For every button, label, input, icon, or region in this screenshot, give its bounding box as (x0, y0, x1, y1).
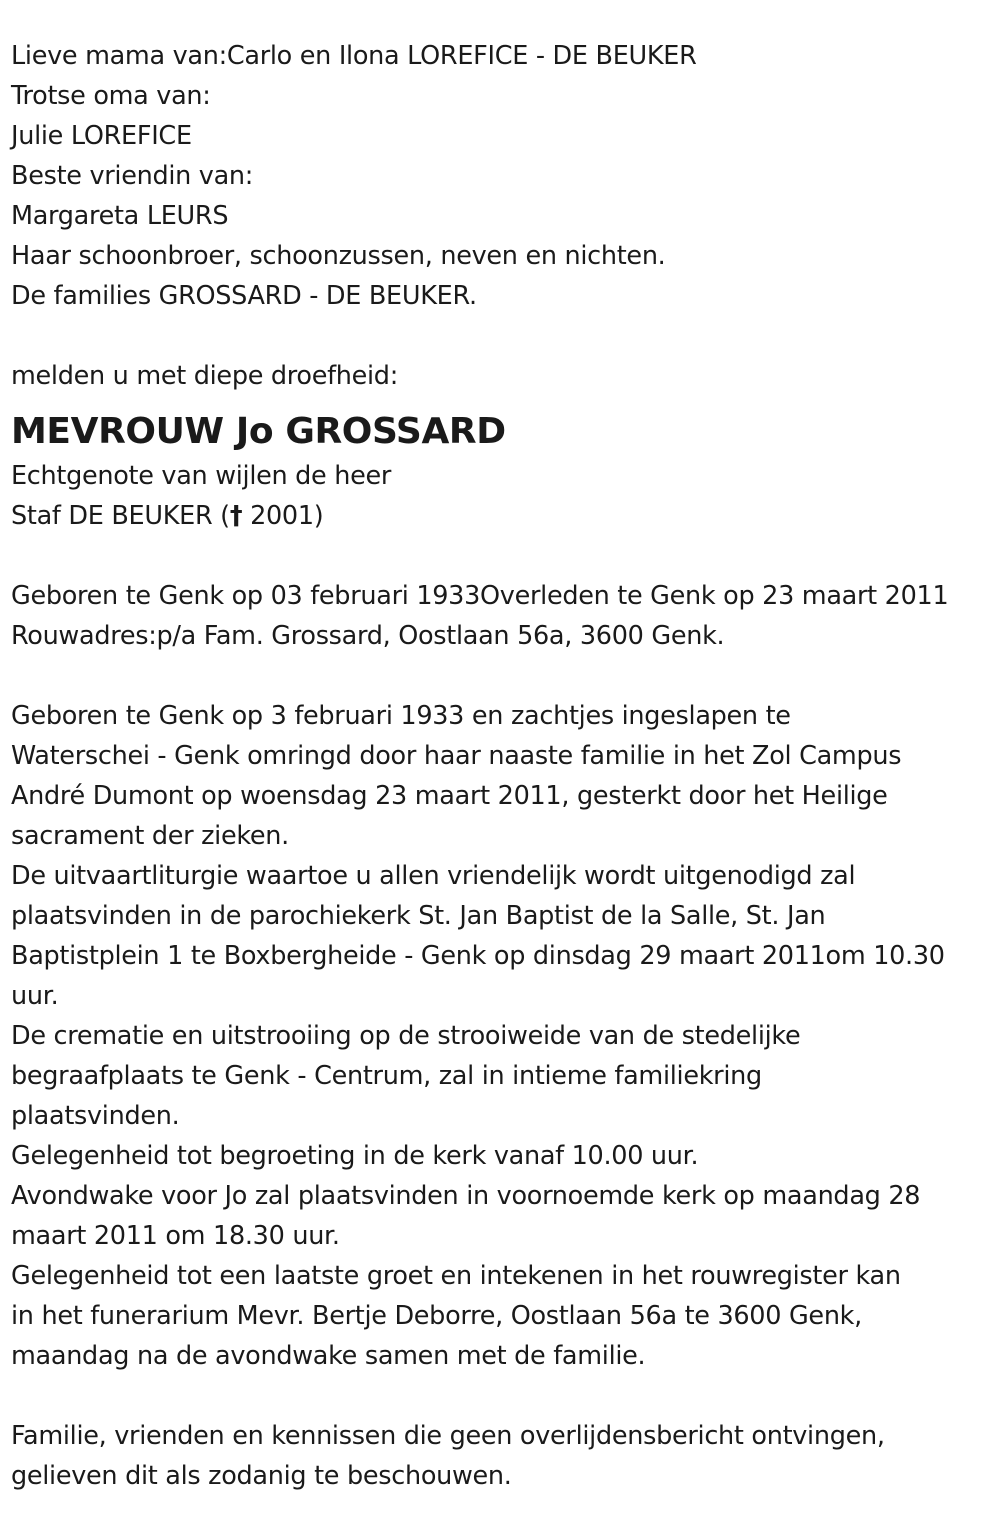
family-line: Trotse oma van: (11, 81, 211, 111)
detail-line: in het funerarium Mevr. Bertje Deborre, Oostlaan 56a te 3600 Genk, (11, 1301, 862, 1331)
detail-line: Geboren te Genk op 3 februari 1933 en zachtjes ingeslapen te (11, 701, 791, 731)
spacer (11, 1376, 996, 1416)
family-line: Haar schoonbroer, schoonzussen, neven en nichten. (11, 241, 666, 271)
closing-line: gelieven dit als zodanig te beschouwen. (11, 1461, 512, 1491)
details-section (11, 696, 996, 1376)
family-section (11, 36, 996, 316)
detail-line: Gelegenheid tot een laatste groet en intekenen in het rouwregister kan (11, 1261, 901, 1291)
spouse-name-line (11, 496, 996, 536)
dates-section (11, 576, 996, 656)
dates-line: Geboren te Genk op 03 februari 1933Overleden te Genk op 23 maart 2011 (11, 581, 949, 611)
obituary-document (11, 36, 996, 1496)
detail-line: Gelegenheid tot begroeting in de kerk vanaf 10.00 uur. (11, 1141, 699, 1171)
cross-icon: † (229, 501, 243, 531)
detail-line: De crematie en uitstrooiing op de strooiweide van de stedelijke (11, 1021, 801, 1051)
detail-line: Baptistplein 1 te Boxbergheide - Genk op dinsdag 29 maart 2011om 10.30 (11, 941, 945, 971)
family-line: Julie LOREFICE (11, 121, 192, 151)
family-line: Lieve mama van:Carlo en Ilona LOREFICE - DE BEUKER (11, 41, 697, 71)
family-line: De families GROSSARD - DE BEUKER. (11, 281, 477, 311)
detail-line: Waterschei - Genk omringd door haar naaste familie in het Zol Campus (11, 741, 902, 771)
spouse-suffix: 2001) (242, 501, 324, 531)
detail-line: maart 2011 om 18.30 uur. (11, 1221, 340, 1251)
detail-line: maandag na de avondwake samen met de familie. (11, 1341, 646, 1371)
detail-line: plaatsvinden in de parochiekerk St. Jan Baptist de la Salle, St. Jan (11, 901, 826, 931)
detail-line: uur. (11, 981, 59, 1011)
detail-line: begraafplaats te Genk - Centrum, zal in intieme familiekring (11, 1061, 762, 1091)
family-line: Beste vriendin van: (11, 161, 254, 191)
spouse-prefix: Staf DE BEUKER ( (11, 501, 230, 531)
address-line: Rouwadres:p/a Fam. Grossard, Oostlaan 56a, 3600 Genk. (11, 621, 725, 651)
intro-line: melden u met diepe droefheid: (11, 361, 398, 391)
spouse-line: Echtgenote van wijlen de heer (11, 461, 392, 491)
family-line: Margareta LEURS (11, 201, 229, 231)
spacer (11, 536, 996, 576)
detail-line: André Dumont op woensdag 23 maart 2011, gesterkt door het Heilige (11, 781, 888, 811)
closing-section (11, 1416, 996, 1496)
closing-line: Familie, vrienden en kennissen die geen overlijdensbericht ontvingen, (11, 1421, 885, 1451)
detail-line: De uitvaartliturgie waartoe u allen vriendelijk wordt uitgenodigd zal (11, 861, 856, 891)
spacer (11, 316, 996, 356)
detail-line: plaatsvinden. (11, 1101, 180, 1131)
detail-line: Avondwake voor Jo zal plaatsvinden in voornoemde kerk op maandag 28 (11, 1181, 921, 1211)
detail-line: sacrament der zieken. (11, 821, 289, 851)
deceased-name: MEVROUW Jo GROSSARD (11, 411, 506, 452)
spacer (11, 656, 996, 696)
